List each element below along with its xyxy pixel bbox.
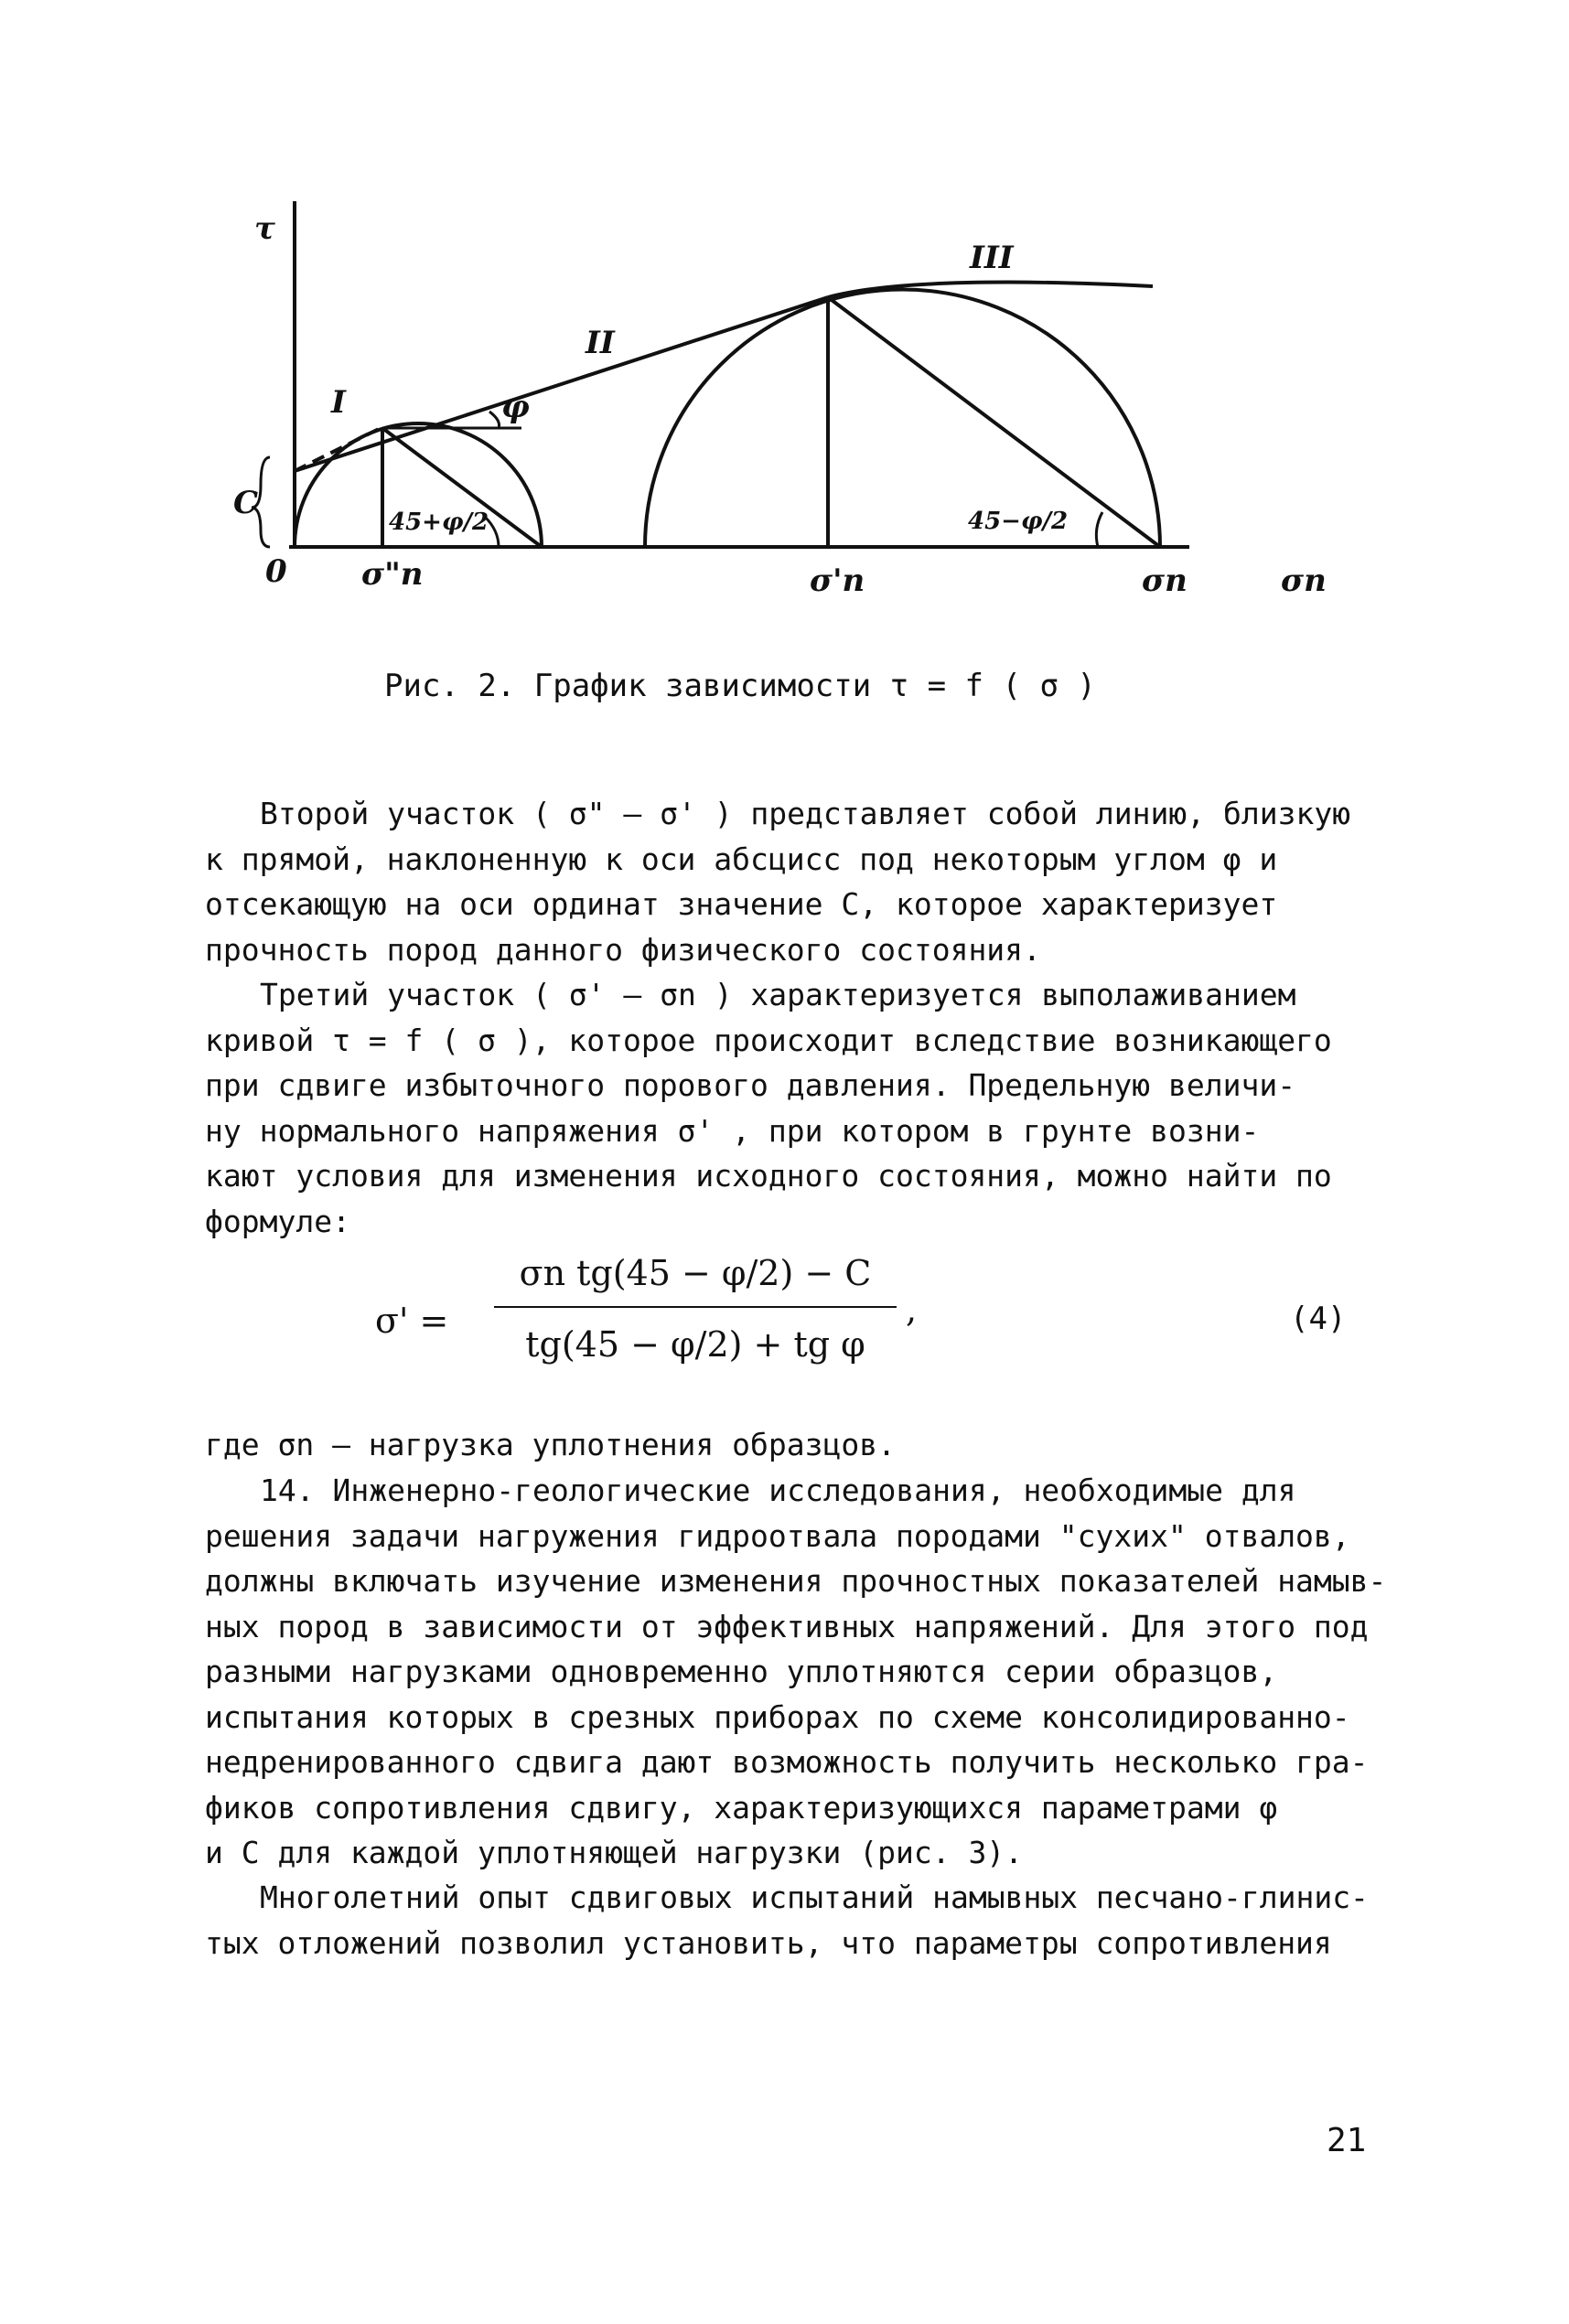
angle-left-label: 45+φ/2 [389, 509, 489, 536]
sigma-n-label: σn [1142, 562, 1187, 599]
text-line: Третий участок ( σ' – σn ) характеризуется выполаживанием [260, 977, 1296, 1012]
envelope-curve-III [828, 283, 1153, 297]
text-line: тых отложений позволил установить, что параметры сопротивления [205, 1924, 1332, 1961]
text-line: ну нормального напряжения σ' , при котором в грунте возни- [205, 1112, 1260, 1149]
label-II: II [586, 325, 615, 361]
c-label: C [233, 485, 259, 521]
text-line: фиков сопротивления сдвигу, характеризующихся параметрами φ [205, 1789, 1278, 1826]
formula-4 [375, 1253, 1381, 1390]
page-number: 21 [1327, 2122, 1367, 2159]
paragraph-3 [205, 1422, 1385, 1468]
fraction-bar [494, 1306, 897, 1308]
formula-comma: , [906, 1290, 918, 1330]
paragraph-1 [205, 791, 1385, 972]
text-line: разными нагрузками одновременно уплотняются серии образцов, [205, 1654, 1278, 1689]
envelope-line-II [295, 297, 828, 471]
text-line: 14. Инженерно-геологические исследования, необходимые для [260, 1473, 1296, 1508]
formula-denominator: tg(45 − φ/2) + tg φ [525, 1324, 865, 1365]
angle-arc-phi [489, 412, 500, 428]
text-line: ных пород в зависимости от эффективных напряжений. Для этого под [205, 1608, 1369, 1644]
text-line: кают условия для изменения исходного состояния, можно найти по [205, 1158, 1332, 1194]
label-I: I [331, 384, 346, 421]
text-line: прочность пород данного физического состояния. [205, 931, 1041, 968]
large-circle [645, 290, 1160, 548]
paragraph-2 [205, 972, 1385, 1244]
text-line: формуле: [205, 1203, 350, 1239]
angle-arc-right [1096, 512, 1102, 547]
figure-tau-sigma [0, 0, 1569, 640]
envelope-dashed [295, 426, 384, 471]
text-line: Многолетний опыт сдвиговых испытаний намывных песчано-глинис- [260, 1880, 1369, 1915]
label-III: III [970, 240, 1014, 276]
text-line: кривой τ = f ( σ ), которое происходит вследствие возникающего [205, 1022, 1332, 1058]
tau-label: τ [254, 210, 275, 247]
origin-label: 0 [265, 553, 287, 590]
text-line: недренированного сдвига дают возможность получить несколько гра- [205, 1744, 1369, 1780]
paragraph-4 [205, 1468, 1385, 1876]
text-line: к прямой, наклоненную к оси абсцисс под некоторым углом φ и [205, 841, 1278, 877]
text-line: где σn – нагрузка уплотнения образцов. [205, 1427, 896, 1462]
figure-caption: Рис. 2. График зависимости τ = f ( σ ) [384, 668, 1096, 704]
sigma-n-prime-label: σ'n [810, 562, 865, 599]
sigma-axis-label: σn [1281, 562, 1327, 599]
text-line: Второй участок ( σ" – σ' ) представляет собой линию, близкую [260, 796, 1351, 831]
equation-number: (4) [1290, 1301, 1347, 1337]
text-line: при сдвиге избыточного порового давления. Предельную величи- [205, 1067, 1296, 1103]
paragraph-5 [205, 1875, 1385, 1965]
text-line: испытания которых в срезных приборах по схеме консолидированно- [205, 1698, 1350, 1735]
text-line: решения задачи нагружения гидроотвала породами "сухих" отвалов, [205, 1517, 1350, 1554]
text-line: должны включать изучение изменения прочностных показателей намыв- [205, 1563, 1387, 1599]
phi-label: φ [501, 389, 530, 425]
formula-lhs: σ' = [375, 1301, 449, 1341]
diagram [0, 0, 1569, 640]
formula-numerator: σn tg(45 − φ/2) − C [519, 1253, 872, 1293]
angle-right-label: 45−φ/2 [968, 508, 1069, 535]
sigma-n-double-label: σ"n [361, 556, 424, 593]
text-line: отсекающую на оси ординат значение С, которое характеризует [205, 886, 1278, 922]
text-line: и С для каждой уплотняющей нагрузки (рис. 3). [205, 1835, 1024, 1870]
